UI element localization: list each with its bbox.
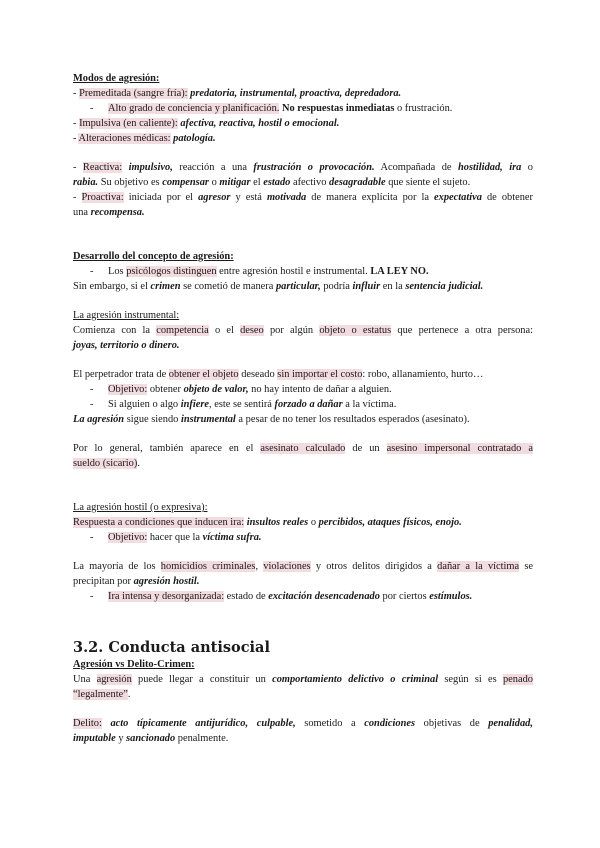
highlight: objeto o estatus [319,325,392,336]
bold-text: mitigar [219,177,251,188]
t: el [250,177,264,188]
highlight: agresión [96,674,132,685]
instrumental-line-1 [73,323,533,338]
highlight: psicólogos distinguen [126,266,217,277]
bold-text: estado [263,177,291,188]
t: sometido a [295,718,365,729]
bold-text: hostilidad, ira [458,162,522,173]
modos-title [73,71,533,86]
highlight: Proactiva: [81,192,124,203]
bullet-dash: - [90,399,94,410]
t: deseado [238,369,278,380]
bold-text: agresión hostil. [133,576,200,587]
t: penalmente. [175,733,229,744]
desarrollo-line-2 [73,279,533,294]
t: a pesar de no tener los resultados esperados (asesinato). [235,414,470,425]
highlight: Alto grado de conciencia y planificación. [108,103,280,114]
t: - [73,88,80,99]
bold-text: imputable [73,733,116,744]
t: que pertenece a otra persona: [391,325,533,336]
highlight: Impulsiva (en caliente): [79,118,178,129]
t: de manera explícita por la [306,192,435,203]
highlight: competencia [156,325,209,336]
highlight: “legalmente” [73,689,128,700]
highlight: Alteraciones médicas: [78,133,171,144]
t: estado de [224,591,269,602]
desarrollo-title [73,249,533,264]
t: y [115,733,127,744]
agresion-delito-line-1 [73,672,533,687]
perpetrador-line [73,367,533,382]
instrumental-title [73,308,533,323]
t: se cometió de manera [180,281,276,292]
desarrollo-title-text: Desarrollo del concepto de agresión: [73,251,234,262]
highlight: obtener el objeto [168,369,239,380]
bold-text: agresor [198,192,231,203]
t: una [73,207,91,218]
bold-text: impulsivo, [128,162,173,173]
t: o el [208,325,241,336]
t: Si alguien o algo [108,399,181,410]
t: según si es [438,674,503,685]
bold-text: excitación desencadenado [268,591,380,602]
highlight: Premeditada (sangre fría): [79,88,188,99]
highlight: sin importar el costo [277,369,363,380]
t: a la víctima. [342,399,397,410]
t: . [127,689,131,700]
t: reacción a una [172,162,254,173]
section-heading: 3.2. Conducta antisocial [73,639,270,656]
bold-text: objeto de valor, [183,384,249,395]
bold-text: víctima sufra. [202,532,262,543]
instrumental-line-2 [73,338,533,353]
bold-text: motivada [266,192,307,203]
bold-text: compensar [162,177,209,188]
t: o [521,162,533,173]
bold-text: expectativa [434,192,482,203]
t: puede llegar a constituir un [131,674,273,685]
t: que siente el sujeto. [385,177,471,188]
highlight: homicidios criminales [160,561,256,572]
objetivo-instrumental-line [108,382,533,397]
bold-text: instrumental [180,414,236,425]
t: en la [380,281,406,292]
bold-text: condiciones [364,718,416,729]
t: . [137,458,140,469]
desarrollo-line-1 [108,264,533,279]
t: obtener [147,384,184,395]
highlight: violaciones [263,561,311,572]
t: podría [320,281,353,292]
modos-line-2 [108,101,533,116]
bullet-dash: - [90,103,94,114]
generalmente-line-1 [73,441,533,456]
bold-text: particular, [275,281,321,292]
reactiva-line-1 [73,160,533,175]
t: de obtener [481,192,533,203]
t: Acompañada de [374,162,458,173]
highlight: penado [502,674,533,685]
bold-text: No respuestas inmediatas [281,103,395,114]
modos-line-1 [73,86,533,101]
t: no hay intento de dañar a alguien. [248,384,392,395]
t: : robo, allanamiento, hurto… [362,369,484,380]
t: de un [345,443,387,454]
t: El perpetrador trata de [73,369,169,380]
hostil-title [73,500,533,515]
bold-text: acto típicamente antijurídico, culpable, [110,718,296,729]
highlight: asesino impersonal contratado a [386,443,533,454]
highlight: dañar a la víctima [437,561,520,572]
highlight: Objetivo: [108,384,148,395]
t: La mayoría de los [73,561,161,572]
bold-text: crimen [150,281,181,292]
infiere-line [108,397,533,412]
mayoria-line-1 [73,559,533,574]
bold-text: recompensa. [90,207,145,218]
bold-text: comportamiento delictivo o criminal [272,674,439,685]
t: afectivo [290,177,330,188]
t: - [73,133,79,144]
highlight: Ira intensa y desorganizada: [108,591,225,602]
antisocial-subtitle-text: Agresión vs Delito-Crimen: [73,659,195,670]
hostil-title-text: La agresión hostil (o expresiva): [73,502,208,513]
modos-line-3 [73,116,533,131]
bullet-dash: - [90,384,94,395]
ira-intensa-line [108,589,533,604]
bold-text: sentencia judicial. [405,281,484,292]
t: Sin embargo, si el [73,281,151,292]
t: por algún [263,325,320,336]
t: - [73,118,80,129]
t: iniciada por el [123,192,199,203]
proactiva-line-2 [73,205,533,220]
reactiva-line-2 [73,175,533,190]
antisocial-subtitle [73,657,533,672]
bold-text: sancionado [126,733,176,744]
t: Por lo general, también aparece en el [73,443,261,454]
t: y está [230,192,267,203]
t: precipitan por [73,576,134,587]
t: o [208,177,220,188]
modos-title-text: Modos de agresión: [73,73,160,84]
t: objetivas de [415,718,489,729]
bold-text: percibidos, ataques físicos, enojo. [318,517,462,528]
highlight: Respuesta a condiciones que inducen ira: [73,517,245,528]
objetivo-hostil-line [108,530,533,545]
t: o [308,517,319,528]
t: y otros delitos dirigidos a [310,561,438,572]
bold-text: forzado a dañar [274,399,343,410]
bold-text: joyas, territorio o dinero. [73,340,180,351]
sigue-instrumental-line [73,412,533,427]
t: o frustración. [394,103,453,114]
t: sigue siendo [124,414,181,425]
bold-text: rabia. [73,177,99,188]
t: - [73,192,82,203]
bold-text: La agresión [73,414,125,425]
t: Los [108,266,127,277]
generalmente-line-2 [73,456,533,471]
t: por ciertos [379,591,430,602]
bold-text: insultos reales [246,517,309,528]
bold-text: LA LEY NO. [370,266,429,277]
instrumental-title-text: La agresión instrumental: [73,310,180,321]
t: , [255,561,264,572]
highlight: Objetivo: [108,532,148,543]
modos-line-4 [73,131,533,146]
hostil-line-1 [73,515,533,530]
bold-text: influir [352,281,381,292]
bold-text: penalidad, [488,718,533,729]
highlight: Reactiva: [82,162,123,173]
t: entre agresión hostil e instrumental. [216,266,371,277]
bold-text: estímulos. [429,591,473,602]
highlight: asesinato calculado [260,443,346,454]
agresion-delito-line-2 [73,687,533,702]
highlight: Delito: [73,718,102,729]
highlight: deseo [240,325,264,336]
bullet-dash: - [90,266,94,277]
t: Una [73,674,97,685]
t: hacer que la [147,532,203,543]
t: , este se sentirá [209,399,275,410]
delito-line-2 [73,731,533,746]
delito-line-1 [73,716,533,731]
bold-text: infiere [180,399,210,410]
t: Comienza con la [73,325,157,336]
bold-text: patología. [173,133,216,144]
t: Su objetivo es [98,177,163,188]
t: - [73,162,83,173]
proactiva-line-1 [73,190,533,205]
mayoria-line-2 [73,574,533,589]
bullet-dash: - [90,532,94,543]
t: se [519,561,533,572]
bold-text: predatoria, instrumental, proactiva, depredadora. [190,88,402,99]
bullet-dash: - [90,591,94,602]
bold-text: afectiva, reactiva, hostil o emocional. [180,118,340,129]
bold-text: desagradable [329,177,386,188]
bold-text: frustración o provocación. [253,162,375,173]
highlight: sueldo (sicario) [73,458,138,469]
